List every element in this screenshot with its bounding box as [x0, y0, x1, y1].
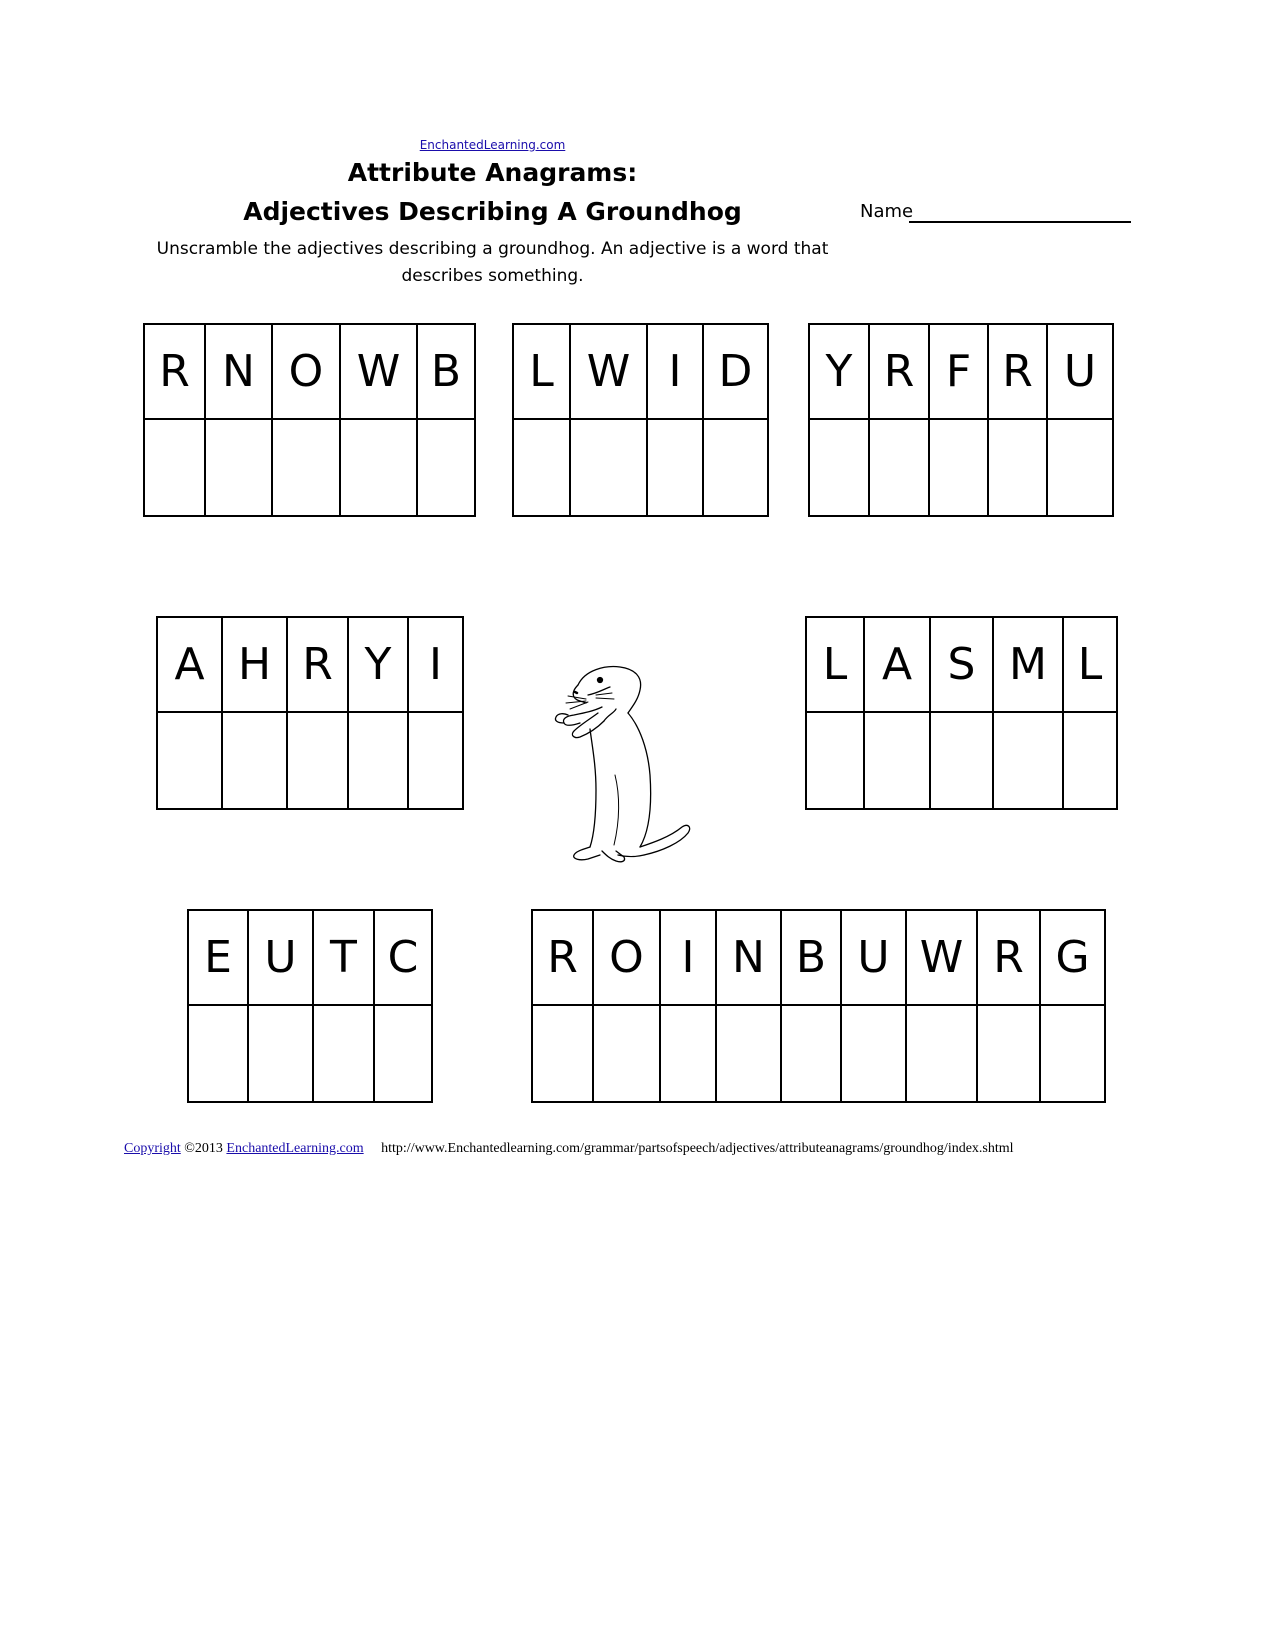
anagram-grid: [187, 909, 433, 1103]
anagram-grid: [143, 323, 476, 517]
anagram-grid: [805, 616, 1118, 810]
answer-box[interactable]: [571, 420, 648, 515]
answer-box[interactable]: [1048, 420, 1112, 515]
answer-box[interactable]: [989, 420, 1048, 515]
answer-box[interactable]: [288, 713, 349, 808]
scrambled-letter: L: [807, 618, 865, 713]
scrambled-letter: H: [223, 618, 288, 713]
scrambled-letter: U: [842, 911, 907, 1006]
answer-box[interactable]: [994, 713, 1064, 808]
page-url: http://www.Enchantedlearning.com/grammar/partsofspeech/adjectives/attributeanagrams/groundhog/index.shtml: [381, 1141, 1014, 1156]
name-line[interactable]: [909, 221, 1131, 223]
scrambled-letter: B: [418, 325, 474, 420]
answer-box[interactable]: [349, 713, 409, 808]
scrambled-letter: T: [314, 911, 375, 1006]
scrambled-letter: C: [375, 911, 431, 1006]
copyright-link[interactable]: Copyright: [124, 1141, 181, 1156]
scrambled-letter: N: [717, 911, 782, 1006]
answer-box[interactable]: [978, 1006, 1041, 1101]
scrambled-letter: E: [189, 911, 249, 1006]
scrambled-letter: U: [249, 911, 314, 1006]
scrambled-letter: U: [1048, 325, 1112, 420]
answer-box[interactable]: [273, 420, 341, 515]
anagram-grid: [531, 909, 1106, 1103]
anagram-grid: [156, 616, 464, 810]
scrambled-letter: R: [533, 911, 594, 1006]
scrambled-letter: A: [865, 618, 931, 713]
scrambled-letter: G: [1041, 911, 1104, 1006]
answer-box[interactable]: [648, 420, 704, 515]
worksheet-subtitle: Adjectives Describing A Groundhog: [243, 197, 742, 226]
scrambled-letter: B: [782, 911, 842, 1006]
scrambled-letter: R: [989, 325, 1048, 420]
answer-box[interactable]: [704, 420, 767, 515]
answer-box[interactable]: [206, 420, 273, 515]
scrambled-letter: M: [994, 618, 1064, 713]
anagram-grid: [512, 323, 769, 517]
answer-box[interactable]: [249, 1006, 314, 1101]
scrambled-letter: S: [931, 618, 994, 713]
scrambled-letter: I: [661, 911, 717, 1006]
answer-box[interactable]: [870, 420, 930, 515]
scrambled-letter: R: [288, 618, 349, 713]
scrambled-letter: O: [594, 911, 661, 1006]
scrambled-letter: W: [571, 325, 648, 420]
scrambled-letter: O: [273, 325, 341, 420]
scrambled-letter: D: [704, 325, 767, 420]
answer-box[interactable]: [145, 420, 206, 515]
answer-box[interactable]: [807, 713, 865, 808]
answer-box[interactable]: [375, 1006, 431, 1101]
answer-box[interactable]: [865, 713, 931, 808]
scrambled-letter: Y: [810, 325, 870, 420]
scrambled-letter: W: [341, 325, 418, 420]
answer-box[interactable]: [782, 1006, 842, 1101]
enchanted-learning-header-link[interactable]: EnchantedLearning.com: [419, 138, 566, 152]
scrambled-letter: R: [870, 325, 930, 420]
anagram-grid: [808, 323, 1114, 517]
scrambled-letter: A: [158, 618, 223, 713]
answer-box[interactable]: [514, 420, 571, 515]
answer-box[interactable]: [931, 713, 994, 808]
answer-box[interactable]: [717, 1006, 782, 1101]
answer-box[interactable]: [661, 1006, 717, 1101]
answer-box[interactable]: [189, 1006, 249, 1101]
footer: [124, 1141, 1014, 1157]
answer-box[interactable]: [930, 420, 989, 515]
scrambled-letter: R: [145, 325, 206, 420]
answer-box[interactable]: [842, 1006, 907, 1101]
answer-box[interactable]: [418, 420, 474, 515]
scrambled-letter: R: [978, 911, 1041, 1006]
answer-box[interactable]: [223, 713, 288, 808]
scrambled-letter: L: [514, 325, 571, 420]
scrambled-letter: I: [409, 618, 462, 713]
worksheet-title: Attribute Anagrams:: [347, 158, 638, 187]
scrambled-letter: N: [206, 325, 273, 420]
answer-box[interactable]: [533, 1006, 594, 1101]
copyright-year: ©2013: [180, 1141, 227, 1156]
scrambled-letter: L: [1064, 618, 1116, 713]
scrambled-letter: I: [648, 325, 704, 420]
scrambled-letter: F: [930, 325, 989, 420]
answer-box[interactable]: [341, 420, 418, 515]
name-label: Name: [860, 201, 914, 222]
scrambled-letter: Y: [349, 618, 409, 713]
answer-box[interactable]: [409, 713, 462, 808]
footer-site-link[interactable]: EnchantedLearning.com: [226, 1141, 364, 1156]
answer-box[interactable]: [1041, 1006, 1104, 1101]
instructions: Unscramble the adjectives describing a groundhog. An adjective is a word that describes something.: [156, 239, 829, 286]
scrambled-letter: W: [907, 911, 978, 1006]
answer-box[interactable]: [907, 1006, 978, 1101]
answer-box[interactable]: [158, 713, 223, 808]
answer-box[interactable]: [314, 1006, 375, 1101]
answer-box[interactable]: [1064, 713, 1116, 808]
answer-box[interactable]: [810, 420, 870, 515]
answer-box[interactable]: [594, 1006, 661, 1101]
groundhog-icon: [540, 655, 725, 870]
